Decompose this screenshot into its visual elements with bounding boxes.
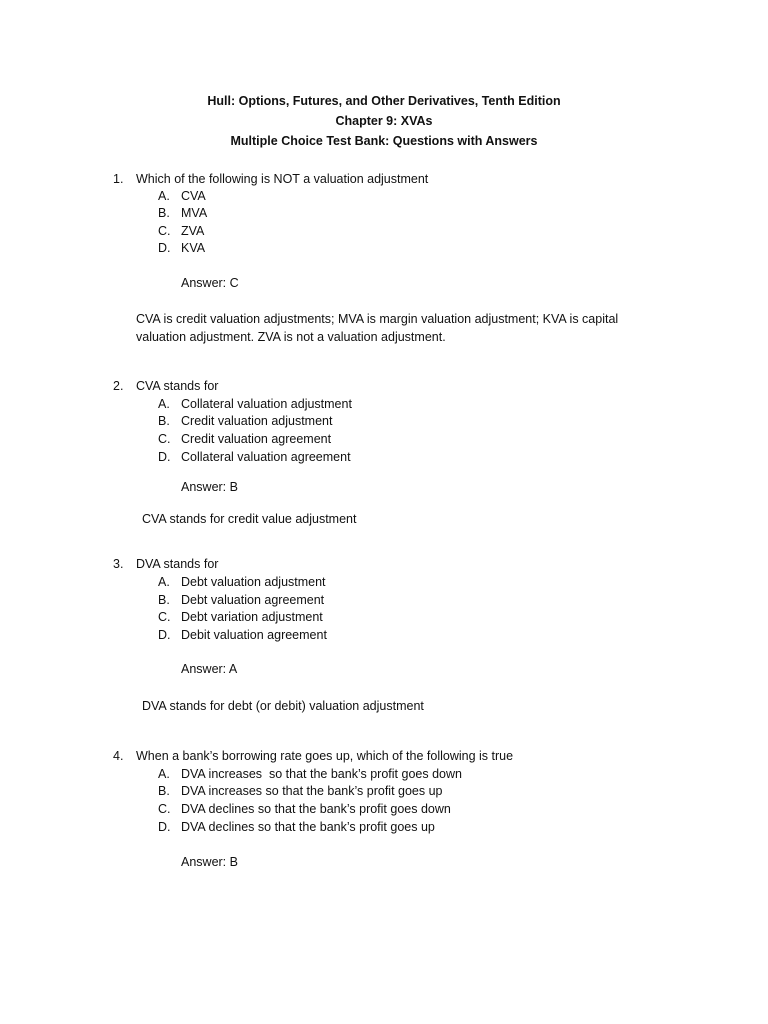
chapter-title: Chapter 9: XVAs (335, 114, 433, 128)
option-letter: C. (158, 802, 171, 816)
option-text: MVA (181, 206, 208, 220)
option-text: DVA increases so that the bank’s profit goes up (181, 784, 443, 798)
option-text: DVA increases so that the bank’s profit goes down (181, 767, 462, 781)
option-text: Debit valuation agreement (181, 628, 327, 642)
test-bank-subtitle: Multiple Choice Test Bank: Questions with Answers (230, 134, 538, 148)
option-text: ZVA (181, 224, 205, 238)
answer-label: Answer: C (181, 276, 239, 290)
option-letter: C. (158, 610, 171, 624)
option-letter: B. (158, 414, 170, 428)
question-text: When a bank’s borrowing rate goes up, which of the following is true (136, 749, 514, 763)
option-letter: A. (158, 189, 170, 203)
option-text: Collateral valuation adjustment (181, 397, 352, 411)
option-text: Debt valuation adjustment (181, 575, 326, 589)
option-letter: C. (158, 432, 171, 446)
option-text: Credit valuation adjustment (181, 414, 333, 428)
answer-explanation: CVA is credit valuation adjustments; MVA is margin valuation adjustment; KVA is capital valuation adjustment. ZVA is not a valuation adjustment. (136, 312, 619, 344)
document-title: Hull: Options, Futures, and Other Derivatives, Tenth Edition (207, 94, 561, 108)
answer-explanation: DVA stands for debt (or debit) valuation adjustment (142, 699, 424, 713)
option-text: Credit valuation agreement (181, 432, 332, 446)
option-letter: B. (158, 593, 170, 607)
option-text: Debt valuation agreement (181, 593, 325, 607)
question-number: 2. (113, 379, 124, 393)
option-text: DVA declines so that the bank’s profit goes down (181, 802, 451, 816)
option-letter: D. (158, 450, 171, 464)
option-letter: D. (158, 628, 171, 642)
answer-label: Answer: B (181, 855, 238, 869)
option-text: Debt variation adjustment (181, 610, 323, 624)
question-text: CVA stands for (136, 379, 219, 393)
question-number: 4. (113, 749, 124, 763)
option-text: Collateral valuation agreement (181, 450, 351, 464)
answer-explanation: CVA stands for credit value adjustment (142, 512, 357, 526)
answer-label: Answer: A (181, 662, 238, 676)
option-letter: D. (158, 820, 171, 834)
question-number: 3. (113, 557, 124, 571)
option-letter: C. (158, 224, 171, 238)
option-letter: A. (158, 575, 170, 589)
question-number: 1. (113, 172, 124, 186)
option-letter: A. (158, 397, 170, 411)
option-letter: D. (158, 241, 171, 255)
option-text: DVA declines so that the bank’s profit goes up (181, 820, 435, 834)
option-letter: B. (158, 206, 170, 220)
option-text: KVA (181, 241, 206, 255)
option-letter: A. (158, 767, 170, 781)
option-letter: B. (158, 784, 170, 798)
option-text: CVA (181, 189, 206, 203)
answer-label: Answer: B (181, 480, 238, 494)
question-text: DVA stands for (136, 557, 219, 571)
question-text: Which of the following is NOT a valuation adjustment (136, 172, 429, 186)
